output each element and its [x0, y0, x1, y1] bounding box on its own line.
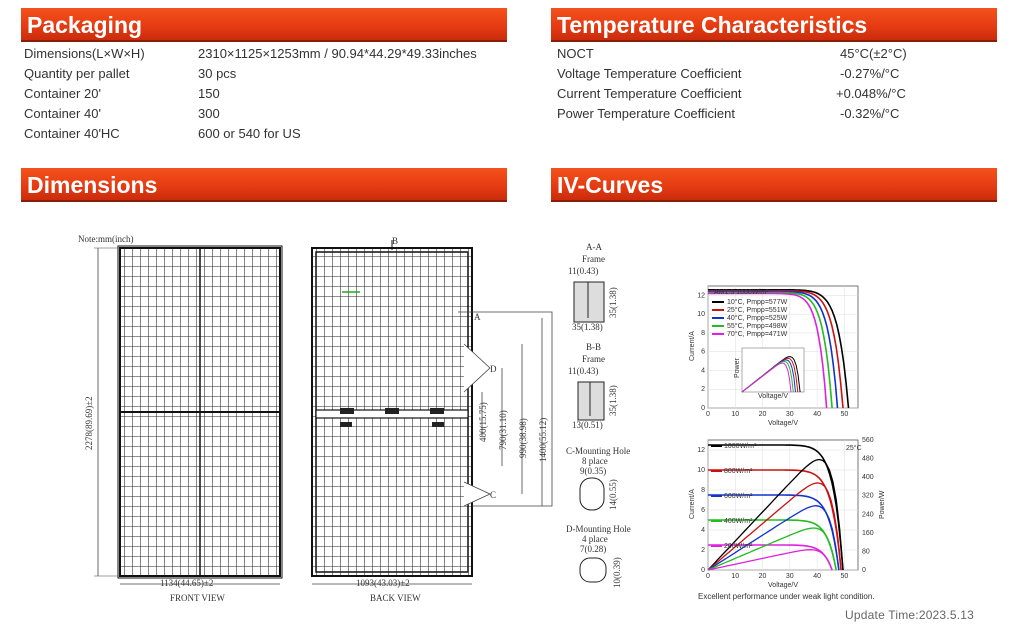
x-tick-label: 0 — [706, 573, 710, 580]
y-tick-label: 10 — [697, 467, 705, 474]
y-tick-label: 6 — [701, 507, 705, 514]
bb-dim-13: 13(0.51) — [572, 420, 603, 430]
packaging-label: Dimensions(L×W×H) — [24, 46, 145, 61]
aa-subtitle: Frame — [582, 254, 605, 264]
legend-label: 25°C, Pmpp=551W — [727, 307, 788, 314]
x-axis-label: Voltage/V — [768, 420, 798, 427]
dimension-990: 990(38.98) — [518, 418, 528, 458]
c-hole-dim-14: 14(0.55) — [608, 479, 618, 510]
y2-tick-label: 560 — [862, 437, 874, 444]
chart-title: AM1.5 1000W/m² — [714, 289, 769, 296]
inset-y-label: Power — [734, 358, 741, 378]
front-view-label: FRONT VIEW — [170, 593, 225, 603]
legend-label: 400W/m² — [724, 518, 753, 525]
aa-dim-11: 11(0.43) — [568, 266, 599, 276]
legend-label: 70°C, Pmpp=471W — [727, 331, 788, 338]
update-time: Update Time:2023.5.13 — [845, 608, 974, 622]
legend-label: 200W/m² — [724, 543, 753, 550]
legend-label: 55°C, Pmpp=498W — [727, 323, 788, 330]
packaging-value: 600 or 540 for US — [198, 126, 301, 141]
chart-title: 25°C — [846, 445, 862, 452]
legend-label: 800W/m² — [724, 468, 753, 475]
iv-footnote: Excellent performance under weak light condition. — [698, 592, 875, 601]
y2-tick-label: 240 — [862, 511, 874, 519]
y2-tick-label: 80 — [862, 548, 870, 556]
c-hole-subtitle: 8 place — [582, 456, 608, 466]
bb-title: B-B — [586, 342, 602, 352]
temperature-label: NOCT — [557, 46, 594, 61]
hole-c-marker: C — [490, 490, 497, 500]
front-width-dimension: 1134(44.65)±2 — [160, 578, 214, 588]
dimension-790: 790(31.10) — [498, 410, 508, 450]
d-hole-dim-10: 10(0.39) — [612, 557, 622, 588]
temperature-label: Voltage Temperature Coefficient — [557, 66, 742, 81]
iv-chart-irradiance — [682, 434, 892, 600]
packaging-value: 2310×1125×1253mm / 90.94*44.29*49.33inches — [198, 46, 477, 61]
dimensions-header — [21, 168, 507, 202]
packaging-label: Container 40'HC — [24, 126, 120, 141]
x-tick-label: 40 — [813, 411, 821, 418]
y-tick-label: 2 — [701, 547, 705, 554]
dimension-1400: 1400(55.12) — [538, 417, 548, 462]
y-axis-label: Current/A — [689, 331, 696, 361]
back-view-panel — [312, 248, 472, 576]
packaging-value: 150 — [198, 86, 220, 101]
inset-x-label: Voltage/V — [758, 393, 788, 400]
temperature-value: +0.048%/°C — [836, 86, 906, 101]
x-tick-label: 20 — [758, 411, 767, 418]
temperature-title: Temperature Characteristics — [557, 12, 868, 38]
y-tick-label: 0 — [701, 567, 705, 574]
back-view-label: BACK VIEW — [370, 593, 421, 603]
x-tick-label: 10 — [731, 573, 740, 580]
x-axis-label: Voltage/V — [768, 582, 798, 589]
dimension-400: 400(15.75) — [478, 402, 488, 442]
y-tick-label: 0 — [701, 405, 705, 412]
temperature-value: -0.27%/°C — [840, 66, 900, 81]
aa-dim-35-height: 35(1.38) — [608, 287, 618, 318]
x-tick-label: 0 — [706, 411, 710, 418]
temperature-value: -0.32%/°C — [840, 106, 900, 121]
y-tick-label: 10 — [697, 311, 705, 319]
x-tick-label: 50 — [840, 573, 849, 580]
packaging-header — [21, 8, 507, 42]
bb-dim-35: 35(1.38) — [608, 385, 618, 416]
x-tick-label: 10 — [731, 411, 740, 418]
bb-subtitle: Frame — [582, 354, 605, 364]
d-hole-dim-7: 7(0.28) — [580, 544, 607, 554]
packaging-label: Quantity per pallet — [24, 66, 130, 81]
y-tick-label: 12 — [697, 447, 705, 454]
packaging-label: Container 20' — [24, 86, 101, 101]
y2-tick-label: 160 — [862, 529, 874, 537]
front-view-panel — [118, 246, 282, 578]
legend-label: 10°C, Pmpp=577W — [727, 299, 788, 306]
y2-tick-label: 480 — [862, 455, 874, 463]
packaging-value: 300 — [198, 106, 220, 121]
bb-dim-11: 11(0.43) — [568, 366, 599, 376]
aa-dim-35-width: 35(1.38) — [572, 322, 603, 332]
c-mounting-hole — [580, 478, 604, 510]
height-dimension: 2278(89.69)±2 — [84, 396, 94, 450]
y2-tick-label: 320 — [862, 492, 874, 500]
hole-d-marker: D — [490, 364, 497, 374]
x-tick-label: 30 — [785, 411, 794, 418]
x-tick-label: 20 — [758, 573, 767, 580]
d-hole-title: D-Mounting Hole — [566, 524, 631, 534]
temperature-label: Power Temperature Coefficient — [557, 106, 736, 121]
c-hole-dim-9: 9(0.35) — [580, 466, 607, 476]
bb-frame-profile — [578, 382, 604, 420]
y-tick-label: 6 — [701, 348, 705, 356]
iv-chart-temperature — [682, 280, 872, 430]
aa-title: A-A — [586, 242, 602, 252]
legend-label: 1000W/m² — [724, 443, 757, 450]
y-axis-label: Current/A — [689, 489, 696, 519]
packaging-value: 30 pcs — [198, 66, 237, 81]
back-width-dimension: 1093(43.03)±2 — [356, 578, 410, 588]
d-hole-subtitle: 4 place — [582, 534, 608, 544]
y-tick-label: 12 — [697, 292, 705, 300]
iv-curves-title: IV-Curves — [557, 172, 664, 198]
y-tick-label: 8 — [701, 487, 705, 494]
dimensions-drawing — [60, 226, 640, 610]
legend-label: 600W/m² — [724, 493, 753, 500]
x-tick-label: 50 — [840, 411, 849, 418]
temperature-value: 45°C(±2°C) — [840, 46, 907, 61]
iv-curves-header — [551, 168, 997, 202]
section-b-marker: B — [392, 236, 399, 246]
temperature-label: Current Temperature Coefficient — [557, 86, 742, 101]
y-tick-label: 4 — [701, 367, 705, 375]
packaging-title: Packaging — [27, 12, 143, 38]
x-tick-label: 40 — [813, 573, 821, 580]
y-tick-label: 8 — [701, 329, 705, 337]
c-hole-title: C-Mounting Hole — [566, 446, 631, 456]
y-tick-label: 2 — [701, 386, 705, 394]
section-a-marker: A — [474, 312, 481, 322]
y-tick-label: 4 — [701, 527, 705, 534]
dimensions-title: Dimensions — [27, 172, 158, 198]
note-text: Note:mm(inch) — [78, 234, 134, 244]
aa-frame-profile — [574, 282, 604, 322]
x-tick-label: 30 — [785, 573, 794, 580]
y2-tick-label: 400 — [862, 474, 874, 482]
y2-axis-label: Power/W — [879, 490, 886, 519]
packaging-label: Container 40' — [24, 106, 101, 121]
y2-tick-label: 0 — [862, 567, 866, 574]
d-mounting-hole — [580, 558, 606, 582]
temperature-header — [551, 8, 997, 42]
legend-label: 40°C, Pmpp=525W — [727, 315, 788, 322]
